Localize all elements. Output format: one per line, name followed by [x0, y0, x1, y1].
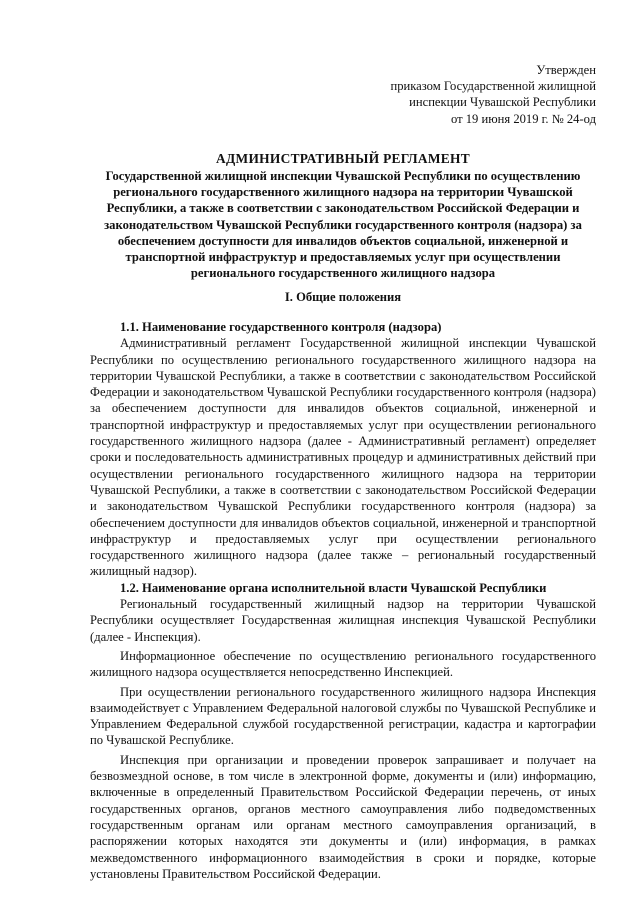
paragraph-1-2-3: При осуществлении регионального государственного жилищного надзора Инспекция взаимодействует с Управлением Федеральной налоговой службы по Чувашской Республике и Управлением Федеральной службой государственной регистрации, кадастра и картографии по Чувашской Республике.: [90, 684, 596, 748]
document-subtitle: Государственной жилищной инспекции Чувашской Республики по осуществлению регионального государственного жилищного надзора на территории Чувашской Республики, а также в соответствии с законодательством Российской Федерации и законодательством Чувашской Республики государственного контроля (надзора) за обеспечением доступности для инвалидов объектов социальной, инженерной и транспортной инфраструктур и предоставляемых услуг при осуществлении регионального государственного жилищного надзора: [104, 169, 582, 281]
paragraph-1-2-2: Информационное обеспечение по осуществлению регионального государственного жилищного надзора осуществляется непосредственно Инспекцией.: [90, 648, 596, 680]
approval-stamp: [390, 62, 596, 127]
section-heading-general: I. Общие положения: [284, 290, 402, 304]
document-title: АДМИНИСТРАТИВНЫЙ РЕГЛАМЕНТ: [216, 151, 470, 166]
paragraph-1-2-4: Инспекция при организации и проведении проверок запрашивает и получает на безвозмездной основе, в том числе в электронной форме, документы и (или) информацию, включенные в определенный Правительством Российской Федерации перечень, от иных государственных органов, органов местного самоуправления либо подведомственных государственным органам или органам местного самоуправления организаций, в распоряжении которых находятся эти документы и (или) информация, в рамках межведомственного информационного взаимодействия в сроки и порядке, которые установлены Правительством Российской Федерации.: [90, 752, 596, 881]
approval-line-date: от 19 июня 2019 г. № 24-од: [450, 111, 596, 126]
paragraph-1-1-1: Административный регламент Государственной жилищной инспекции Чувашской Республики по осуществлению регионального государственного жилищного надзора на территории Чувашской Республики, а также в соответствии с законодательством Российской Федерации и законодательством Чувашской Республики государственного контроля (надзора) за обеспечением доступности для инвалидов объектов социальной, инженерной и транспортной инфраструктур и предоставляемых услуг при осуществлении регионального государственного жилищного надзора (далее - Административный регламент) определяет сроки и последовательность административных процедур и административных действий при осуществлении регионального государственного жилищного надзора на территории Чувашской Республики, а также в соответствии с законодательством Российской Федерации и законодательством Чувашской Республики государственного контроля (надзора) за обеспечением доступности для инвалидов объектов социальной, инженерной и транспортной инфраструктур и предоставляемых услуг при осуществлении регионального государственного жилищного надзора (далее также – региональный государственный жилищный надзор).: [90, 336, 596, 579]
subsection-heading-1-2: 1.2. Наименование органа исполнительной власти Чувашской Республики: [120, 580, 547, 595]
approval-line-approved: Утвержден: [536, 63, 596, 77]
approval-line-inspection: инспекции Чувашской Республики: [409, 95, 596, 110]
approval-line-order: приказом Государственной жилищной: [390, 79, 596, 94]
paragraph-1-2-1: Региональный государственный жилищный надзор на территории Чувашской Республики осуществляет Государственная жилищная инспекция Чувашской Республики (далее - Инспекция).: [90, 597, 596, 644]
subsection-heading-1-1: 1.1. Наименование государственного контроля (надзора): [120, 320, 442, 334]
document-body: [90, 319, 596, 882]
